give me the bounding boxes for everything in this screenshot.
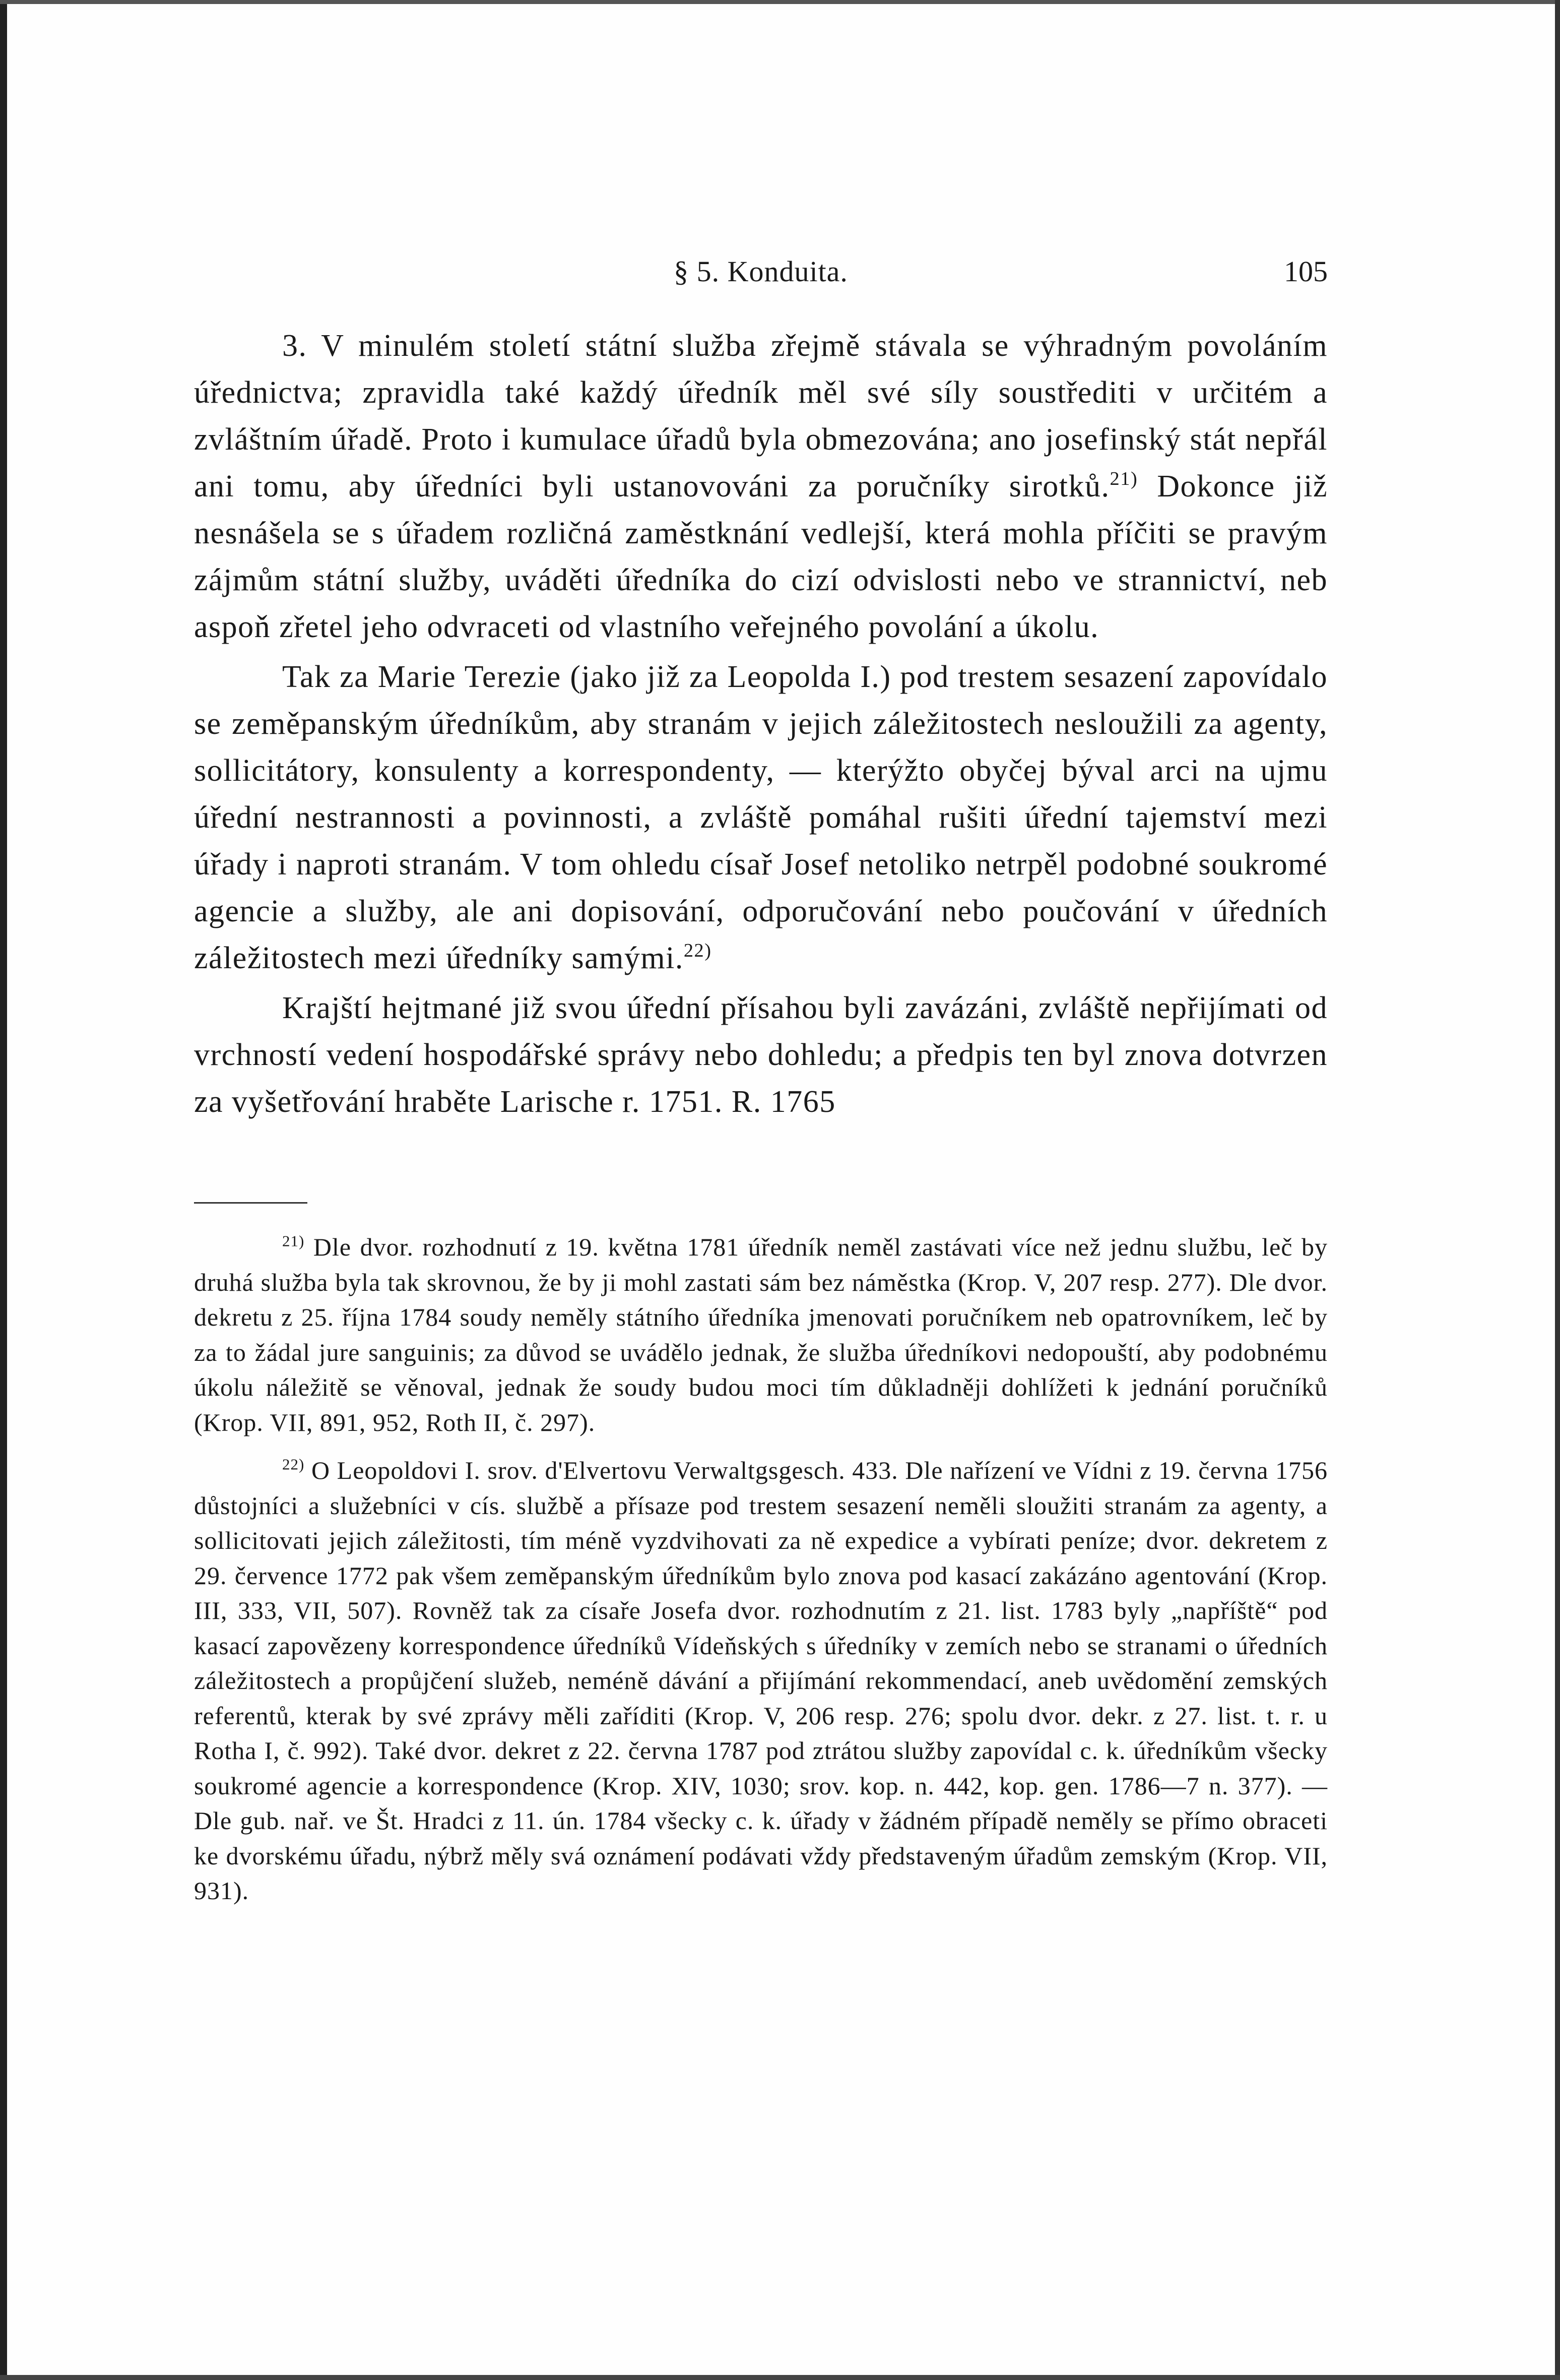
footnote-21-text: Dle dvor. rozhodnutí z 19. května 1781 úředník neměl zastávati více než jednu službu, leč by druhá služba byla tak skrovnou, že by ji mohl zastati sám bez náměstka (Krop. V, 207 resp. 277). Dle dvor. dekretu z 25. října 1784 soudy neměly státního úředníka jmenovati poručníkem neb opatrovníkem, leč by za to žádal jure sanguinis; za důvod se uvádělo jednak, že služba úředníkovi nedopouští, aby podobnému úkolu náležitě se věnoval, jednak že soudy budou moci tím důkladněji dohlížeti k jednání poručníků (Krop. VII, 891, 952, Roth II, č. 297). [194,1233,1328,1436]
paragraph-1 [194,323,1328,651]
page-header [194,255,1328,295]
paragraph-1-text-a: 3. V minulém století státní služba zřejmě stávala se výhradným povoláním úřednictva; zpravidla také každý úředník měl své síly soustřediti v určitém a zvláštním úřadě. Proto i kumulace úřadů byla obmezována; ano josefinský stát nepřál ani tomu, aby úředníci byli ustanovováni za poručníky sirotků. [194,329,1328,504]
scan-edge-left [0,0,7,2380]
page-number: 105 [1284,255,1328,288]
footnote-22 [194,1453,1328,1909]
footnote-21-label: 21) [282,1232,305,1250]
footnotes [194,1230,1328,1922]
paragraph-1-text-b: Dokonce již nesnášela se s úřadem rozličná zaměstknání vedlejší, která mohla příčiti se pravým zájmům státní služby, uváděti úředníka do cizí odvislosti nebo ve strannictví, neb aspoň zřetel jeho odvraceti od vlastního veřejného povolání a úkolu. [194,469,1328,644]
footnote-22-label: 22) [282,1455,305,1473]
scan-edge-bottom [0,2375,1560,2380]
footnote-ref-22: 22) [683,940,712,961]
main-text [194,323,1328,1129]
running-head: § 5. Konduita. [674,255,848,288]
paragraph-2 [194,654,1328,982]
paragraph-3: Krajští hejtmané již svou úřední přísahou byli zavázáni, zvláště nepřijímati od vrchností vedení hospodářské správy nebo dohledu; a předpis ten byl znova dotvrzen za vyšetřování hraběte Larische r. 1751. R. 1765 [194,991,1328,1119]
scan-edge-top [0,0,1560,4]
footnote-22-text: O Leopoldovi I. srov. d'Elvertovu Verwaltgsgesch. 433. Dle nařízení ve Vídni z 19. června 1756 důstojníci a služebníci v cís. službě a přísaze pod trestem sesazení neměli sloužiti stranám za agenty, a sollicitovati jejich záležitosti, tím méně vyzdvihovati za ně expedice a vybírati peníze; dvor. dekretem z 29. července 1772 pak všem zeměpanským úředníkům bylo znova pod kasací zakázáno agentování (Krop. III, 333, VII, 507). Rovněž tak za císaře Josefa dvor. rozhodnutím z 21. list. 1783 byly „napříště“ pod kasací zapovězeny korrespondence úředníků Vídeňských s úředníky v zemích nebo se stranami o úředních záležitostech a propůjčení služeb, neméně dávání a přijímání rekommendací, aneb uvědomění zemských referentů, kterak by své zprávy měli zaříditi (Krop. V, 206 resp. 276; spolu dvor. dekr. z 27. list. t. r. u Rotha I, č. 992). Také dvor. dekret z 22. června 1787 pod ztrátou služby zapovídal c. k. úředníkům všecky soukromé agencie a korrespondence (Krop. XIV, 1030; srov. kop. n. 442, kop. gen. 1786—7 n. 377). — Dle gub. nař. ve Št. Hradci z 11. ún. 1784 všecky c. k. úřady v žádném případě neměly se přímo obraceti ke dvorskému úřadu, nýbrž měly svá oznámení podávati vždy představeným úřadům zemským (Krop. VII, 931). [194,1456,1328,1905]
footnote-ref-21: 21) [1110,468,1138,489]
paragraph-2-text: Tak za Marie Terezie (jako již za Leopolda I.) pod trestem sesazení zapovídalo se zeměpanským úředníkům, aby stranám v jejich záležitostech nesloužili za agenty, sollicitátory, konsulenty a korrespondenty, — kterýžto obyčej býval arci na ujmu úřední nestrannosti a povinnosti, a zvláště pomáhal rušiti úřední tajemství mezi úřady i naproti stranám. V tom ohledu císař Josef netoliko netrpěl podobné soukromé agencie a služby, ale ani dopisování, odporučování nebo poučování v úředních záležitostech mezi úředníky samými. [194,660,1328,975]
footnote-21 [194,1230,1328,1440]
footnote-separator [194,1202,307,1204]
scan-edge-right [1555,0,1560,2380]
